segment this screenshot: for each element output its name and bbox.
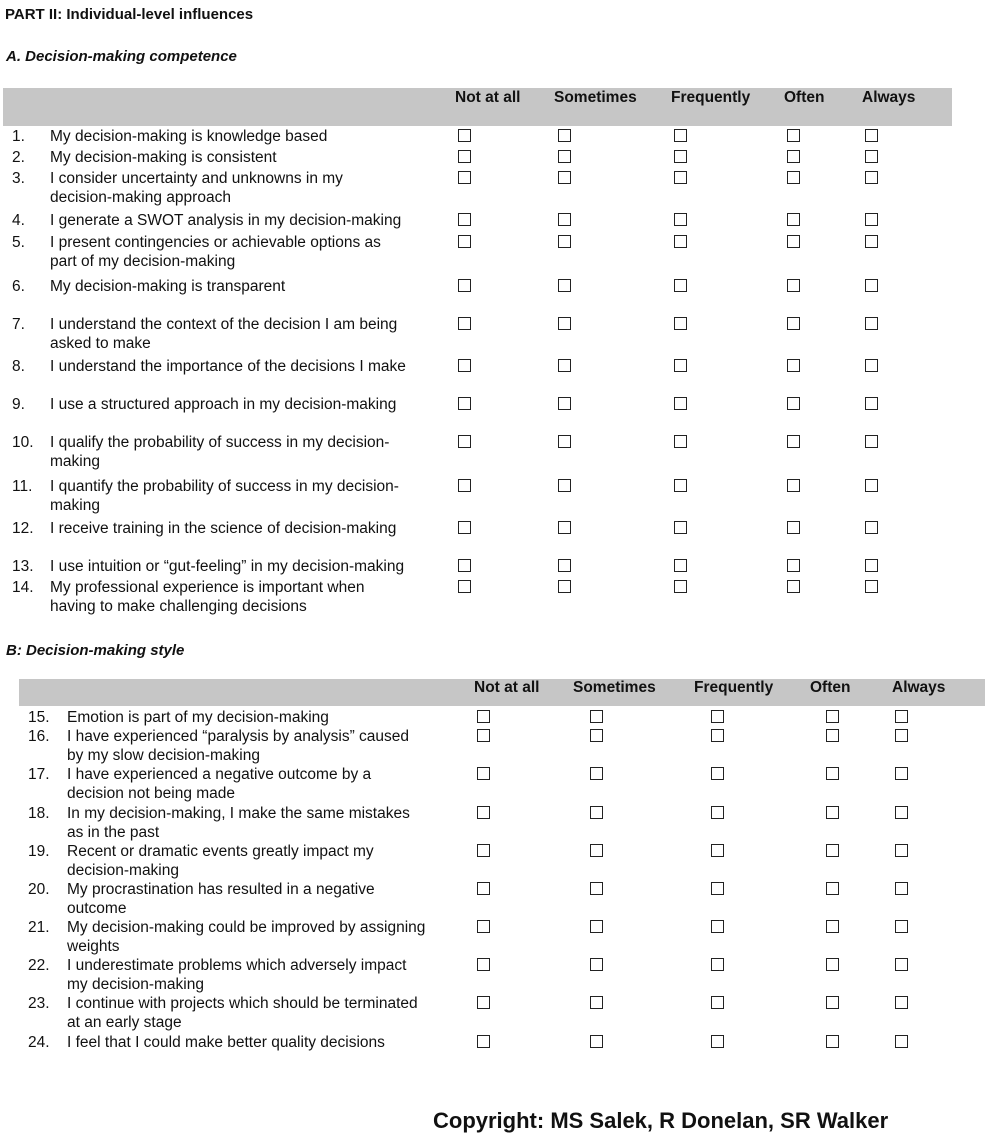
question-text: Recent or dramatic events greatly impact my: [67, 843, 374, 860]
checkbox-frequently[interactable]: [711, 806, 724, 819]
question-number: 9.: [12, 396, 25, 413]
checkbox-frequently[interactable]: [674, 559, 687, 572]
checkbox-frequently[interactable]: [674, 580, 687, 593]
checkbox-often[interactable]: [787, 580, 800, 593]
checkbox-often[interactable]: [787, 359, 800, 372]
question-text: My professional experience is important when: [50, 579, 365, 596]
question-number: 24.: [28, 1034, 50, 1051]
checkbox-always[interactable]: [865, 521, 878, 534]
checkbox-sometimes[interactable]: [590, 1035, 603, 1048]
column-header-frequently: Frequently: [694, 679, 774, 696]
question-number: 5.: [12, 234, 25, 251]
checkbox-frequently[interactable]: [711, 1035, 724, 1048]
question-number: 6.: [12, 278, 25, 295]
checkbox-always[interactable]: [895, 806, 908, 819]
checkbox-often[interactable]: [826, 767, 839, 780]
question-text: outcome: [67, 900, 127, 917]
question-number: 7.: [12, 316, 25, 333]
checkbox-frequently[interactable]: [711, 958, 724, 971]
checkbox-always[interactable]: [895, 767, 908, 780]
question-text: I feel that I could make better quality decisions: [67, 1034, 385, 1051]
checkbox-frequently[interactable]: [674, 213, 687, 226]
column-header-always: Always: [862, 89, 916, 106]
question-text: I understand the importance of the decisions I make: [50, 358, 406, 375]
checkbox-frequently[interactable]: [674, 279, 687, 292]
column-header-not-at-all: Not at all: [455, 89, 521, 106]
checkbox-not-at-all[interactable]: [477, 996, 490, 1009]
checkbox-often[interactable]: [787, 397, 800, 410]
checkbox-sometimes[interactable]: [590, 729, 603, 742]
checkbox-sometimes[interactable]: [590, 767, 603, 780]
question-text: My decision-making is transparent: [50, 278, 286, 295]
section-b-title: B: Decision-making style: [6, 642, 185, 659]
checkbox-not-at-all[interactable]: [458, 150, 471, 163]
checkbox-often[interactable]: [826, 882, 839, 895]
checkbox-not-at-all[interactable]: [477, 882, 490, 895]
question-text: part of my decision-making: [50, 253, 236, 270]
column-header-sometimes: Sometimes: [554, 89, 637, 106]
column-header-sometimes: Sometimes: [573, 679, 656, 696]
checkbox-always[interactable]: [895, 844, 908, 857]
question-number: 12.: [12, 520, 34, 537]
checkbox-not-at-all[interactable]: [458, 580, 471, 593]
question-text: My decision-making is consistent: [50, 149, 277, 166]
column-header-not-at-all: Not at all: [474, 679, 540, 696]
checkbox-often[interactable]: [826, 710, 839, 723]
checkbox-often[interactable]: [826, 958, 839, 971]
checkbox-always[interactable]: [865, 479, 878, 492]
checkbox-always[interactable]: [895, 920, 908, 933]
checkbox-always[interactable]: [865, 279, 878, 292]
checkbox-often[interactable]: [787, 521, 800, 534]
checkbox-sometimes[interactable]: [558, 317, 571, 330]
question-text: by my slow decision-making: [67, 747, 260, 764]
checkbox-often[interactable]: [787, 171, 800, 184]
question-text: at an early stage: [67, 1014, 182, 1031]
checkbox-always[interactable]: [895, 882, 908, 895]
question-number: 20.: [28, 881, 50, 898]
checkbox-sometimes[interactable]: [558, 129, 571, 142]
column-header-always: Always: [892, 679, 946, 696]
checkbox-sometimes[interactable]: [558, 359, 571, 372]
checkbox-not-at-all[interactable]: [477, 806, 490, 819]
checkbox-always[interactable]: [865, 359, 878, 372]
checkbox-not-at-all[interactable]: [458, 359, 471, 372]
checkbox-sometimes[interactable]: [558, 171, 571, 184]
checkbox-frequently[interactable]: [711, 710, 724, 723]
checkbox-often[interactable]: [787, 129, 800, 142]
checkbox-frequently[interactable]: [674, 317, 687, 330]
question-number: 22.: [28, 957, 50, 974]
checkbox-sometimes[interactable]: [558, 521, 571, 534]
question-number: 10.: [12, 434, 34, 451]
checkbox-frequently[interactable]: [674, 235, 687, 248]
checkbox-frequently[interactable]: [711, 767, 724, 780]
checkbox-sometimes[interactable]: [558, 559, 571, 572]
checkbox-not-at-all[interactable]: [477, 844, 490, 857]
checkbox-not-at-all[interactable]: [458, 521, 471, 534]
checkbox-always[interactable]: [895, 710, 908, 723]
checkbox-frequently[interactable]: [674, 521, 687, 534]
question-number: 13.: [12, 558, 34, 575]
checkbox-often[interactable]: [787, 235, 800, 248]
question-text: I consider uncertainty and unknowns in my: [50, 170, 343, 187]
checkbox-not-at-all[interactable]: [458, 435, 471, 448]
question-number: 18.: [28, 805, 50, 822]
question-number: 1.: [12, 128, 25, 145]
checkbox-always[interactable]: [865, 317, 878, 330]
checkbox-always[interactable]: [865, 435, 878, 448]
checkbox-often[interactable]: [787, 279, 800, 292]
question-text: I continue with projects which should be terminated: [67, 995, 418, 1012]
question-text: My decision-making could be improved by assigning: [67, 919, 426, 936]
question-number: 19.: [28, 843, 50, 860]
question-text: I underestimate problems which adversely impact: [67, 957, 407, 974]
question-number: 8.: [12, 358, 25, 375]
checkbox-sometimes[interactable]: [558, 150, 571, 163]
checkbox-always[interactable]: [865, 129, 878, 142]
checkbox-not-at-all[interactable]: [458, 479, 471, 492]
question-number: 14.: [12, 579, 34, 596]
question-text: I have experienced “paralysis by analysis” caused: [67, 728, 410, 745]
checkbox-frequently[interactable]: [674, 171, 687, 184]
checkbox-always[interactable]: [895, 996, 908, 1009]
question-text: asked to make: [50, 335, 151, 352]
checkbox-frequently[interactable]: [674, 435, 687, 448]
checkbox-not-at-all[interactable]: [477, 710, 490, 723]
question-number: 15.: [28, 709, 50, 726]
checkbox-always[interactable]: [895, 729, 908, 742]
checkbox-not-at-all[interactable]: [458, 129, 471, 142]
question-text: decision-making approach: [50, 189, 231, 206]
checkbox-frequently[interactable]: [711, 729, 724, 742]
checkbox-sometimes[interactable]: [558, 213, 571, 226]
checkbox-frequently[interactable]: [674, 479, 687, 492]
checkbox-not-at-all[interactable]: [458, 213, 471, 226]
checkbox-often[interactable]: [826, 729, 839, 742]
question-number: 17.: [28, 766, 50, 783]
checkbox-not-at-all[interactable]: [477, 1035, 490, 1048]
question-number: 23.: [28, 995, 50, 1012]
checkbox-frequently[interactable]: [711, 844, 724, 857]
checkbox-not-at-all[interactable]: [458, 235, 471, 248]
question-text: I receive training in the science of decision-making: [50, 520, 397, 537]
question-number: 2.: [12, 149, 25, 166]
checkbox-often[interactable]: [787, 317, 800, 330]
checkbox-always[interactable]: [865, 171, 878, 184]
question-number: 16.: [28, 728, 50, 745]
checkbox-often[interactable]: [826, 920, 839, 933]
checkbox-often[interactable]: [787, 559, 800, 572]
question-number: 3.: [12, 170, 25, 187]
checkbox-sometimes[interactable]: [590, 844, 603, 857]
checkbox-frequently[interactable]: [711, 920, 724, 933]
checkbox-always[interactable]: [865, 213, 878, 226]
checkbox-sometimes[interactable]: [590, 806, 603, 819]
question-number: 11.: [12, 478, 33, 495]
checkbox-often[interactable]: [826, 806, 839, 819]
question-text: I present contingencies or achievable options as: [50, 234, 381, 251]
checkbox-often[interactable]: [787, 479, 800, 492]
checkbox-always[interactable]: [865, 397, 878, 410]
part-title: PART II: Individual-level influences: [5, 6, 254, 23]
checkbox-not-at-all[interactable]: [477, 729, 490, 742]
section-a-title: A. Decision-making competence: [6, 48, 237, 65]
question-text: I have experienced a negative outcome by a: [67, 766, 372, 783]
checkbox-often[interactable]: [826, 1035, 839, 1048]
question-text: Emotion is part of my decision-making: [67, 709, 329, 726]
question-text: I understand the context of the decision I am being: [50, 316, 398, 333]
question-text: In my decision-making, I make the same mistakes: [67, 805, 410, 822]
checkbox-not-at-all[interactable]: [477, 958, 490, 971]
checkbox-always[interactable]: [865, 559, 878, 572]
checkbox-sometimes[interactable]: [590, 920, 603, 933]
checkbox-always[interactable]: [895, 958, 908, 971]
column-header-often: Often: [784, 89, 825, 106]
question-text: making: [50, 497, 100, 514]
checkbox-not-at-all[interactable]: [458, 317, 471, 330]
question-number: 21.: [28, 919, 50, 936]
checkbox-often[interactable]: [787, 150, 800, 163]
checkbox-sometimes[interactable]: [558, 580, 571, 593]
checkbox-always[interactable]: [865, 580, 878, 593]
checkbox-sometimes[interactable]: [590, 882, 603, 895]
column-header-frequently: Frequently: [671, 89, 751, 106]
checkbox-often[interactable]: [787, 435, 800, 448]
question-text: I use intuition or “gut-feeling” in my decision-making: [50, 558, 405, 575]
checkbox-sometimes[interactable]: [558, 397, 571, 410]
question-text: My decision-making is knowledge based: [50, 128, 328, 145]
checkbox-sometimes[interactable]: [590, 996, 603, 1009]
column-header-often: Often: [810, 679, 851, 696]
checkbox-frequently[interactable]: [711, 996, 724, 1009]
checkbox-frequently[interactable]: [674, 397, 687, 410]
checkbox-frequently[interactable]: [674, 129, 687, 142]
checkbox-sometimes[interactable]: [558, 235, 571, 248]
question-text: my decision-making: [67, 976, 204, 993]
checkbox-sometimes[interactable]: [558, 279, 571, 292]
question-text: My procrastination has resulted in a negative: [67, 881, 375, 898]
checkbox-sometimes[interactable]: [558, 435, 571, 448]
checkbox-not-at-all[interactable]: [458, 171, 471, 184]
checkbox-frequently[interactable]: [711, 882, 724, 895]
question-text: making: [50, 453, 100, 470]
checkbox-frequently[interactable]: [674, 150, 687, 163]
question-text: decision-making: [67, 862, 179, 879]
question-text: I qualify the probability of success in my decision-: [50, 434, 390, 451]
question-text: decision not being made: [67, 785, 236, 802]
checkbox-always[interactable]: [865, 235, 878, 248]
checkbox-always[interactable]: [895, 1035, 908, 1048]
question-text: as in the past: [67, 824, 160, 841]
checkbox-sometimes[interactable]: [558, 479, 571, 492]
checkbox-not-at-all[interactable]: [458, 559, 471, 572]
checkbox-often[interactable]: [826, 996, 839, 1009]
question-number: 4.: [12, 212, 25, 229]
checkbox-not-at-all[interactable]: [477, 767, 490, 780]
checkbox-often[interactable]: [826, 844, 839, 857]
question-text: I generate a SWOT analysis in my decision-making: [50, 212, 402, 229]
checkbox-not-at-all[interactable]: [477, 920, 490, 933]
checkbox-often[interactable]: [787, 213, 800, 226]
checkbox-frequently[interactable]: [674, 359, 687, 372]
checkbox-not-at-all[interactable]: [458, 397, 471, 410]
checkbox-always[interactable]: [865, 150, 878, 163]
checkbox-sometimes[interactable]: [590, 710, 603, 723]
checkbox-not-at-all[interactable]: [458, 279, 471, 292]
question-text: weights: [67, 938, 120, 955]
question-text: I use a structured approach in my decision-making: [50, 396, 397, 413]
question-text: I quantify the probability of success in my decision-: [50, 478, 399, 495]
question-text: having to make challenging decisions: [50, 598, 307, 615]
copyright-notice: Copyright: MS Salek, R Donelan, SR Walker: [433, 1108, 889, 1133]
checkbox-sometimes[interactable]: [590, 958, 603, 971]
